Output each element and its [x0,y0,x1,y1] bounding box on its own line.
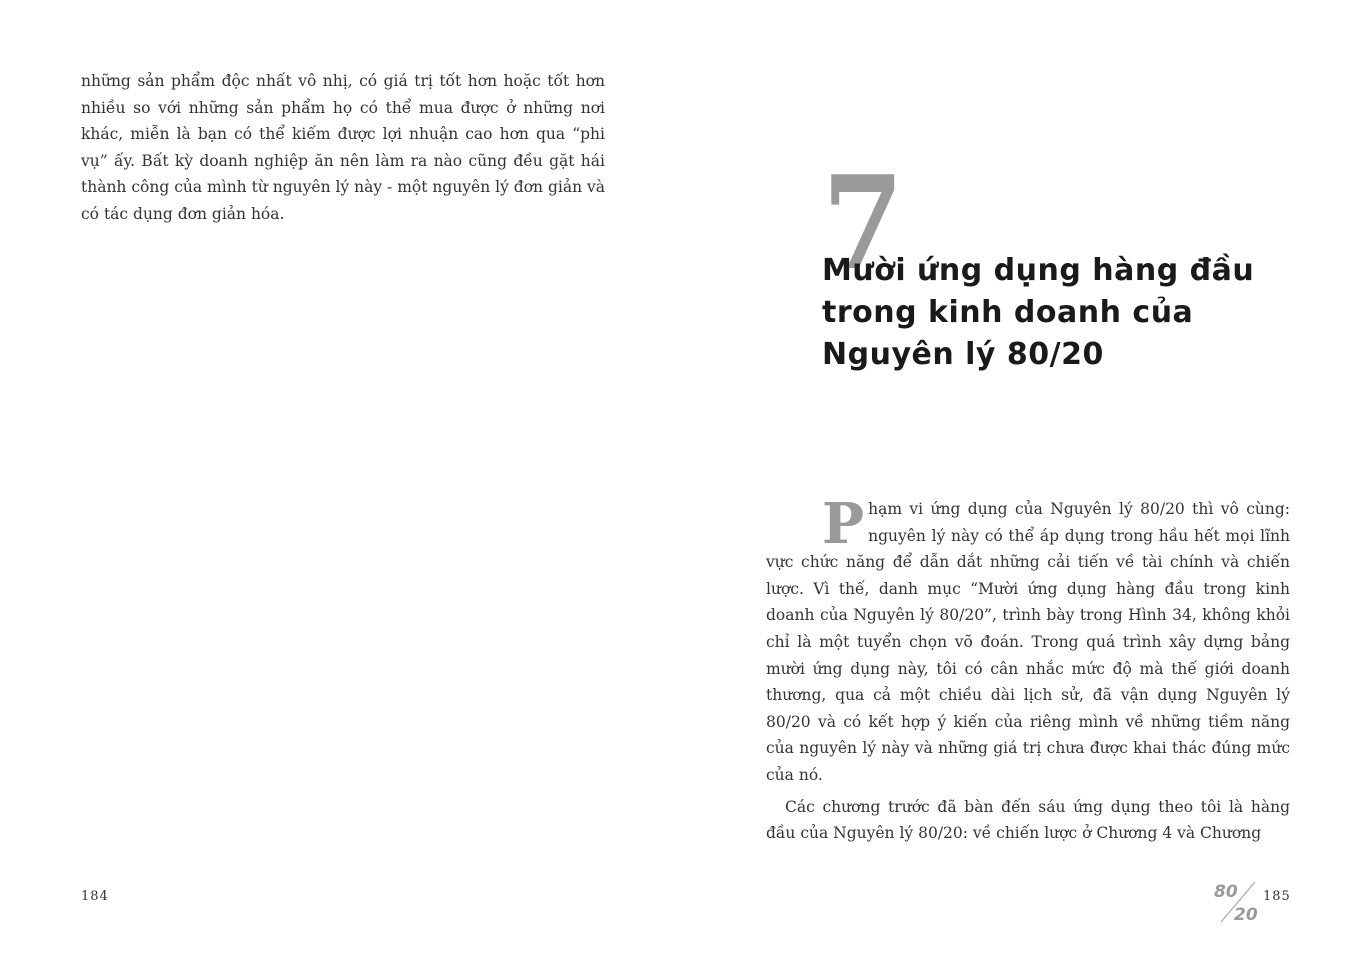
chapter-body [766,491,1290,847]
book-logo-80-20 [1213,878,1263,924]
chapter-title-line-1: Mười ứng dụng hàng đầu [822,253,1255,288]
logo-bottom-number: 20 [1234,905,1258,924]
page-number-right: 185 [1263,889,1291,904]
chapter-title [822,250,1302,376]
drop-cap: P [822,491,865,557]
left-body-paragraph: những sản phẩm độc nhất vô nhị, có giá trị tốt hơn hoặc tốt hơn nhiều so với những sản phẩm họ có thể mua được ở những nơi khác, miễn là bạn có thể kiếm được lợi nhuận cao hơn qua “phi vụ” ấy. Bất kỳ doanh nghiệp ăn nên làm ra nào cũng đều gặt hái thành công của mình từ nguyên lý này - một nguyên lý đơn giản và có tác dụng đơn giản hóa. [81,72,605,223]
page-number-left: 184 [81,889,109,904]
body-paragraph-2: Các chương trước đã bàn đến sáu ứng dụng theo tôi là hàng đầu của Nguyên lý 80/20: về chiến lược ở Chương 4 và Chương [766,797,1290,843]
chapter-number: 7 [822,149,904,299]
logo-top-number: 80 [1214,882,1238,902]
body-paragraph-1 [766,491,1290,789]
chapter-title-line-3: Nguyên lý 80/20 [822,337,1104,372]
right-page [685,0,1370,969]
chapter-title-line-2: trong kinh doanh của [822,295,1194,330]
body-paragraph-1-text: hạm vi ứng dụng của Nguyên lý 80/20 thì vô cùng: nguyên lý này có thể áp dụng trong hầu hết mọi lĩnh vực chức năng để dẫn dắt những cải tiến về tài chính và chiến lược. Vì thế, danh mục “Mười ứng dụng hàng đầu trong kinh doanh của Nguyên lý 80/20”, trình bày trong Hình 34, không khỏi chỉ là một tuyển chọn võ đoán. Trong quá trình xây dựng bảng mười ứng dụng này, tôi có cân nhắc mức độ mà thế giới doanh thương, qua cả một chiều dài lịch sử, đã vận dụng Nguyên lý 80/20 và có kết hợp ý kiến của riêng mình về những tiềm năng của nguyên lý này và những giá trị chưa được khai thác đúng mức của nó. [766,500,1290,784]
